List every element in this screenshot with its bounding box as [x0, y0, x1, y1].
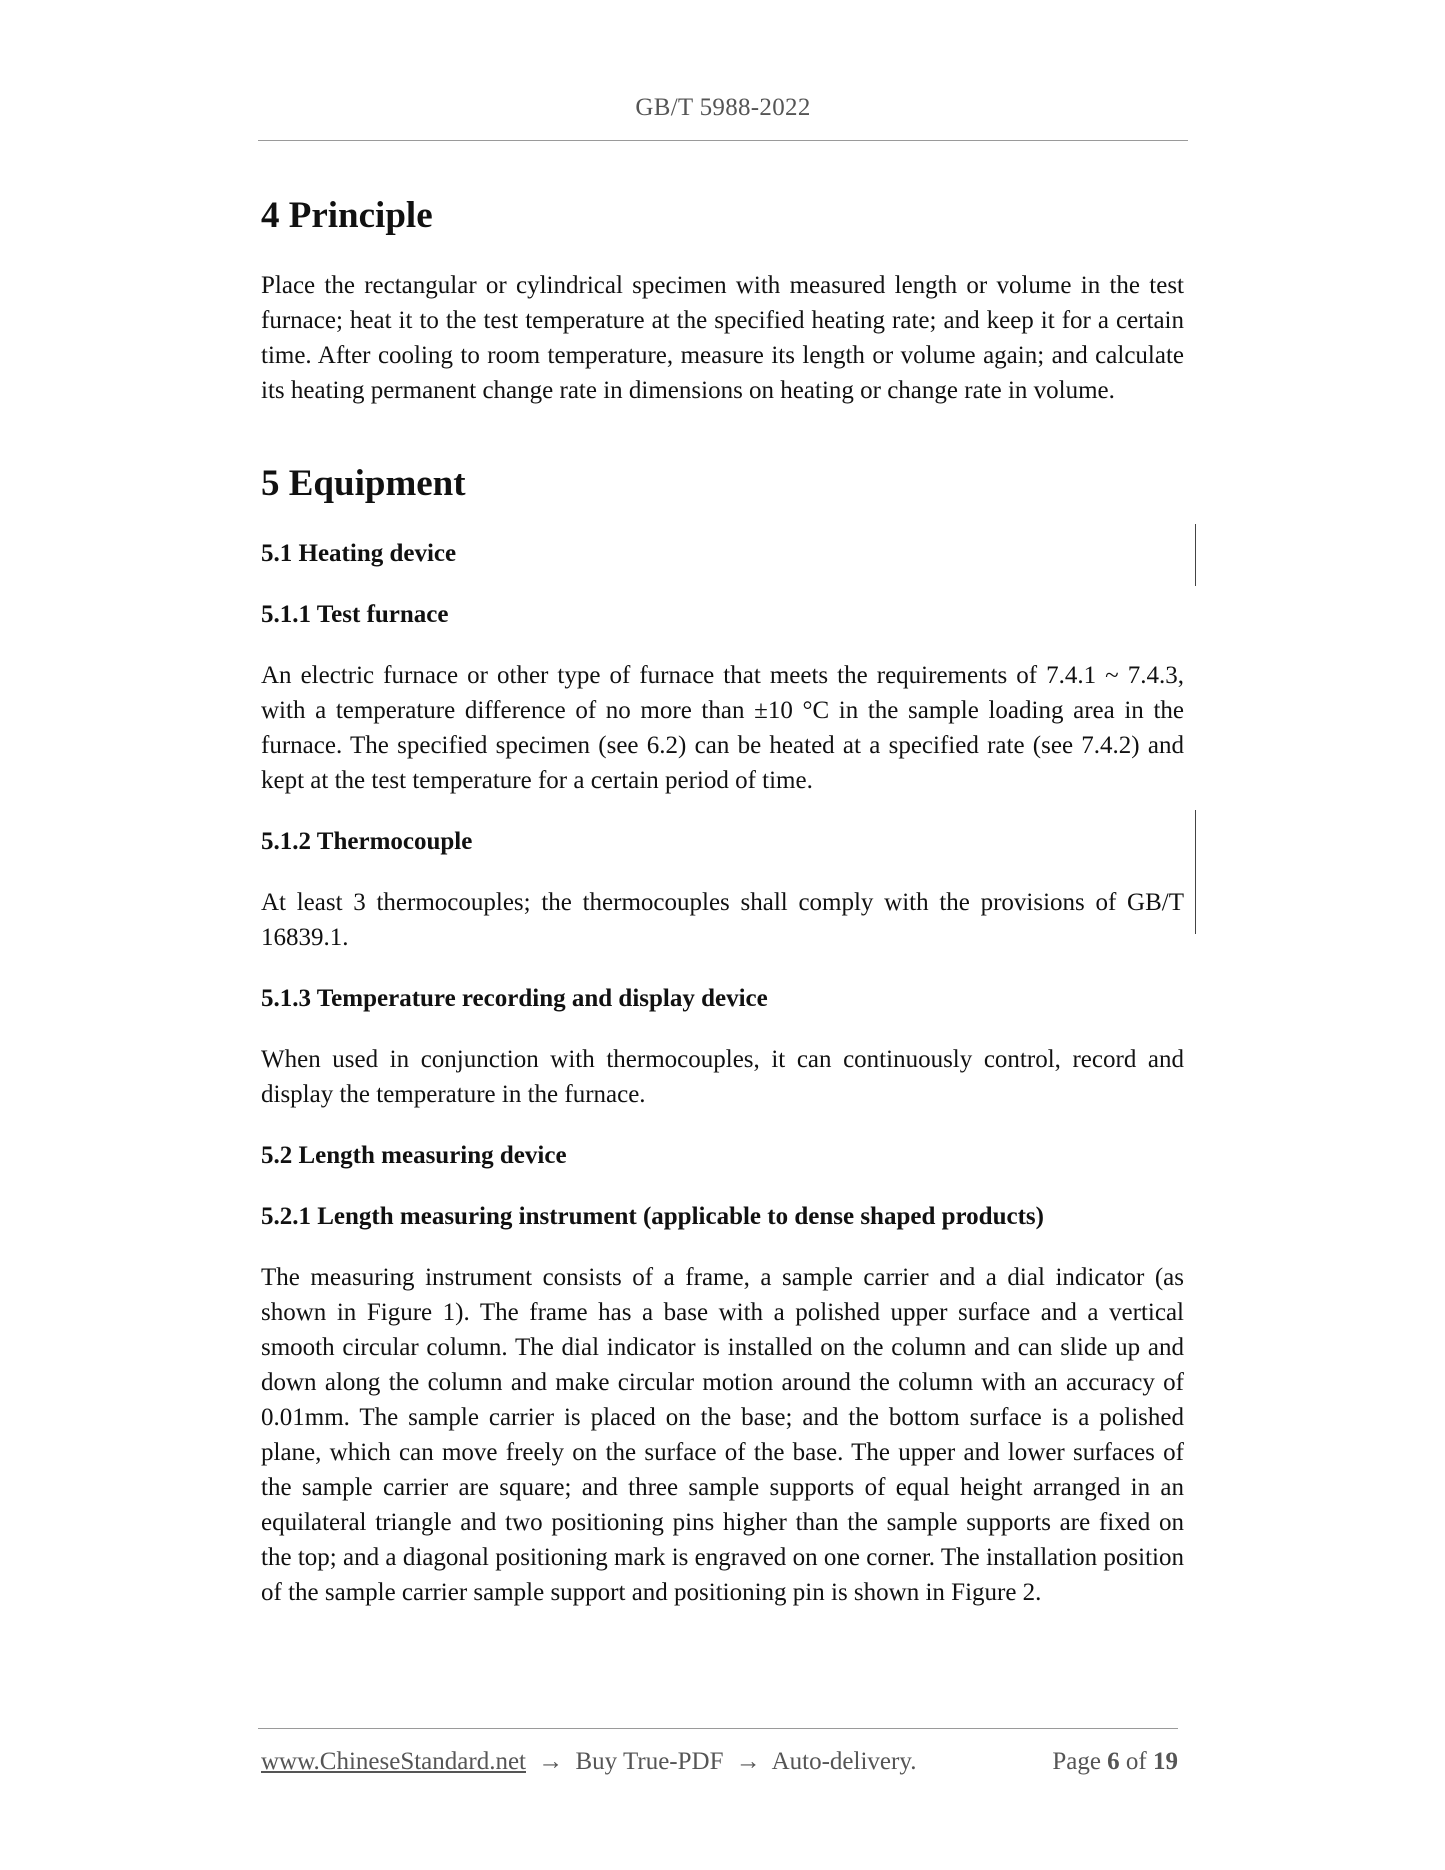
page-counter — [1052, 1748, 1178, 1776]
section-5-2-1-heading: 5.2.1 Length measuring instrument (applicable to dense shaped products) — [261, 1203, 1044, 1230]
section-5-1-1-heading: 5.1.1 Test furnace — [261, 601, 449, 628]
page-number: 6 — [1107, 1748, 1120, 1775]
footer-promo — [261, 1748, 916, 1776]
of-label: of — [1125, 1748, 1147, 1775]
section-5-2-1-paragraph: The measuring instrument consists of a frame, a sample carrier and a dial indicator (as shown in Figure 1). The frame has a base with a polished upper surface and a vertical smooth circular column. The dial indicator is installed on the column and can slide up and down along the column and make circular motion around the column with an accuracy of 0.01mm. The sample carrier is placed on the base; and the bottom surface is a polished plane, which can move freely on the surface of the base. The upper and lower surfaces of the sample carrier are square; and three sample supports of equal height arranged in an equilateral triangle and two positioning pins higher than the sample supports are fixed on the top; and a diagonal positioning mark is engraved on one corner. The installation position of the sample carrier sample support and positioning pin is shown in Figure 2. — [261, 1264, 1184, 1606]
section-5-1-3-heading: 5.1.3 Temperature recording and display device — [261, 985, 768, 1012]
page-content — [261, 190, 1184, 1610]
section-5-1-3-paragraph: When used in conjunction with thermocouples, it can continuously control, record and display the temperature in the furnace. — [261, 1046, 1184, 1108]
header-divider — [258, 140, 1188, 141]
section-5-1-heading: 5.1 Heating device — [261, 540, 457, 567]
section-5-2-heading: 5.2 Length measuring device — [261, 1142, 567, 1169]
section-5-heading: 5 Equipment — [261, 463, 466, 504]
section-4-paragraph: Place the rectangular or cylindrical specimen with measured length or volume in the test furnace; heat it to the test temperature at the specified heating rate; and keep it for a certain time. After cooling to room temperature, measure its length or volume again; and calculate its heating permanent change rate in dimensions on heating or change rate in volume. — [261, 272, 1184, 404]
section-5-1-2-paragraph: At least 3 thermocouples; the thermocouples shall comply with the provisions of GB/T 16839.1. — [261, 889, 1184, 951]
section-5-1-1-paragraph: An electric furnace or other type of furnace that meets the requirements of 7.4.1 ~ 7.4.3, with a temperature difference of no more than ±10 °C in the sample loading area in the furnace. The specified specimen (see 6.2) can be heated at a specified rate (see 7.4.2) and kept at the test temperature for a certain period of time. — [261, 662, 1184, 794]
page-label: Page — [1052, 1748, 1101, 1775]
auto-delivery-text: Auto-delivery. — [771, 1748, 917, 1775]
arrow-right-icon: → — [735, 1748, 761, 1775]
page-total: 19 — [1153, 1748, 1178, 1775]
footer-divider — [258, 1728, 1178, 1729]
revision-change-bar — [1195, 810, 1196, 934]
revision-change-bar — [1195, 524, 1196, 586]
arrow-right-icon: → — [538, 1748, 564, 1775]
running-header: GB/T 5988-2022 — [635, 94, 811, 121]
site-link[interactable]: www.ChineseStandard.net — [261, 1748, 526, 1775]
section-5-1-2-heading: 5.1.2 Thermocouple — [261, 828, 473, 855]
section-4-heading: 4 Principle — [261, 195, 433, 236]
page-footer — [261, 1748, 1178, 1782]
buy-true-pdf-text: Buy True-PDF — [575, 1748, 724, 1775]
